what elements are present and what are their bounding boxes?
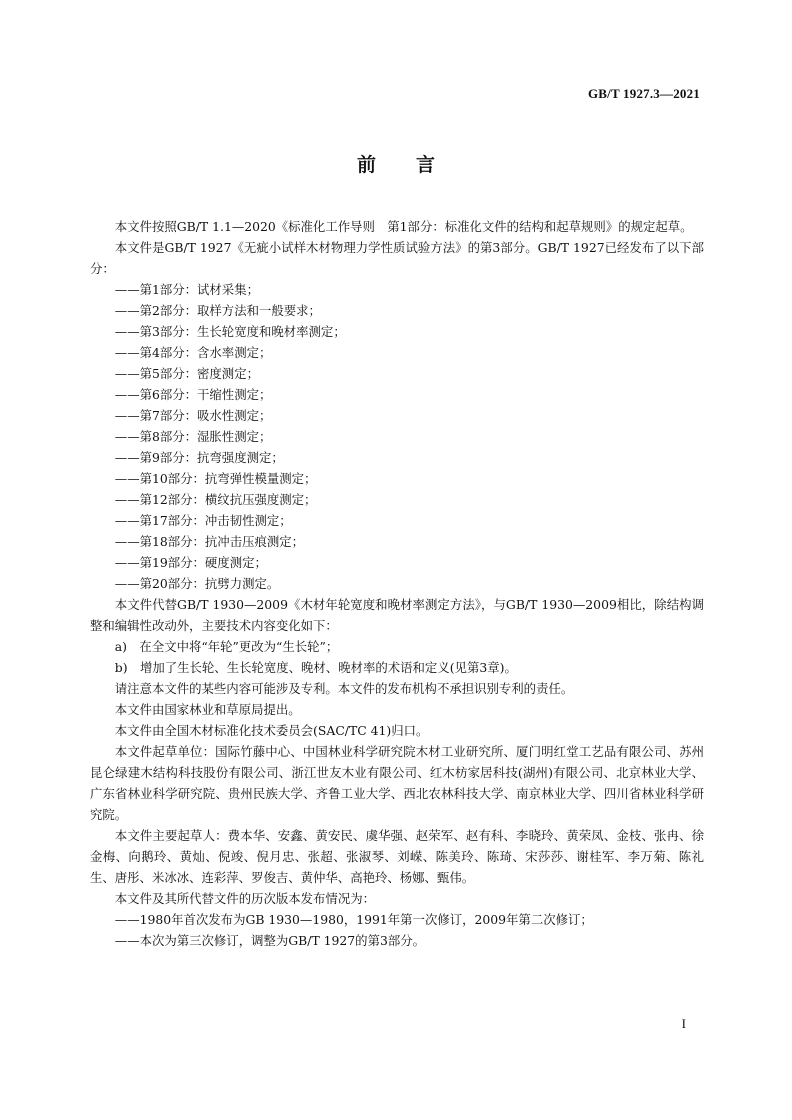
- foreword-body: [90, 216, 704, 951]
- list-item: a) 在全文中将“年轮”更改为“生长轮”；: [114, 639, 339, 654]
- paragraph-drafting-rules: 本文件按照GB/T 1.1—2020《标准化工作导则 第1部分：标准化文件的结构和起草规则》的规定起草。: [114, 219, 693, 234]
- paragraph-series-intro: 本文件是GB/T 1927《无疵小试样木材物理力学性质试验方法》的第3部分。GB/T 1927已经发布了以下部分：: [90, 240, 704, 276]
- changes-list: [90, 636, 704, 678]
- list-item: b) 增加了生长轮、生长轮宽度、晚材、晚材率的术语和定义(见第3章)。: [114, 660, 517, 675]
- list-item: ——第12部分：横纹抗压强度测定；: [114, 492, 317, 507]
- standard-code: GB/T 1927.3—2021: [587, 86, 700, 101]
- parts-list: [90, 279, 704, 594]
- list-item: ——第6部分：干缩性测定；: [114, 387, 272, 402]
- list-item: ——第18部分：抗冲击压痕测定；: [114, 534, 305, 549]
- paragraph-proposer: 本文件由国家林业和草原局提出。: [114, 702, 301, 717]
- list-item: ——第4部分：含水率测定；: [114, 345, 272, 360]
- paragraph-committee: 本文件由全国木材标准化技术委员会(SAC/TC 41)归口。: [114, 723, 429, 738]
- paragraph-patent-notice: 请注意本文件的某些内容可能涉及专利。本文件的发布机构不承担识别专利的责任。: [114, 681, 574, 696]
- paragraph-drafting-units: 本文件起草单位：国际竹藤中心、中国林业科学研究院木材工业研究所、厦门明红堂工艺品有限公司、苏州昆仑绿建木结构科技股份有限公司、浙江世友木业有限公司、红木枋家居科技(湖州)有限公司、北京林业大学、广东省林业科学研究院、贵州民族大学、齐鲁工业大学、西北农林科技大学、南京林业大学、四川省林业科学研究院。: [90, 744, 704, 822]
- page-title: 前言: [356, 154, 475, 176]
- list-item: ——本次为第三次修订，调整为GB/T 1927的第3部分。: [114, 933, 426, 948]
- list-item: ——第19部分：硬度测定；: [114, 555, 267, 570]
- list-item: ——第7部分：吸水性测定；: [114, 408, 272, 423]
- list-item: ——第3部分：生长轮宽度和晚材率测定；: [114, 324, 346, 339]
- list-item: ——第5部分：密度测定；: [114, 366, 259, 381]
- paragraph-history: 本文件及其所代替文件的历次版本发布情况为：: [114, 891, 375, 906]
- list-item: ——第9部分：抗弯强度测定；: [114, 450, 284, 465]
- list-item: ——第2部分：取样方法和一般要求；: [114, 303, 321, 318]
- page-number: I: [681, 1016, 686, 1031]
- list-item: ——第10部分：抗弯弹性模量测定；: [114, 471, 317, 486]
- history-list: [90, 909, 704, 951]
- list-item: ——第1部分：试材采集；: [114, 282, 259, 297]
- paragraph-drafters: 本文件主要起草人：费本华、安鑫、黄安民、虞华强、赵荣军、赵有科、李晓玲、黄荣凤、金枝、张冉、徐金梅、向鹅玲、黄灿、倪竣、倪月忠、张超、张淑琴、刘嵘、陈美玲、陈琦、宋莎莎、谢桂军、李万菊、陈礼生、唐彤、米冰冰、连彩萍、罗俊吉、黄仲华、高艳玲、杨娜、甄伟。: [90, 828, 704, 885]
- list-item: ——第8部分：湿胀性测定；: [114, 429, 272, 444]
- list-item: ——第20部分：抗劈力测定。: [114, 576, 280, 591]
- list-item: ——第17部分：冲击韧性测定；: [114, 513, 292, 528]
- list-item: ——1980年首次发布为GB 1930—1980，1991年第一次修订，2009年第二次修订；: [114, 912, 593, 927]
- paragraph-replacement: 本文件代替GB/T 1930—2009《木材年轮宽度和晚材率测定方法》，与GB/T 1930—2009相比，除结构调整和编辑性改动外，主要技术内容变化如下：: [90, 597, 704, 633]
